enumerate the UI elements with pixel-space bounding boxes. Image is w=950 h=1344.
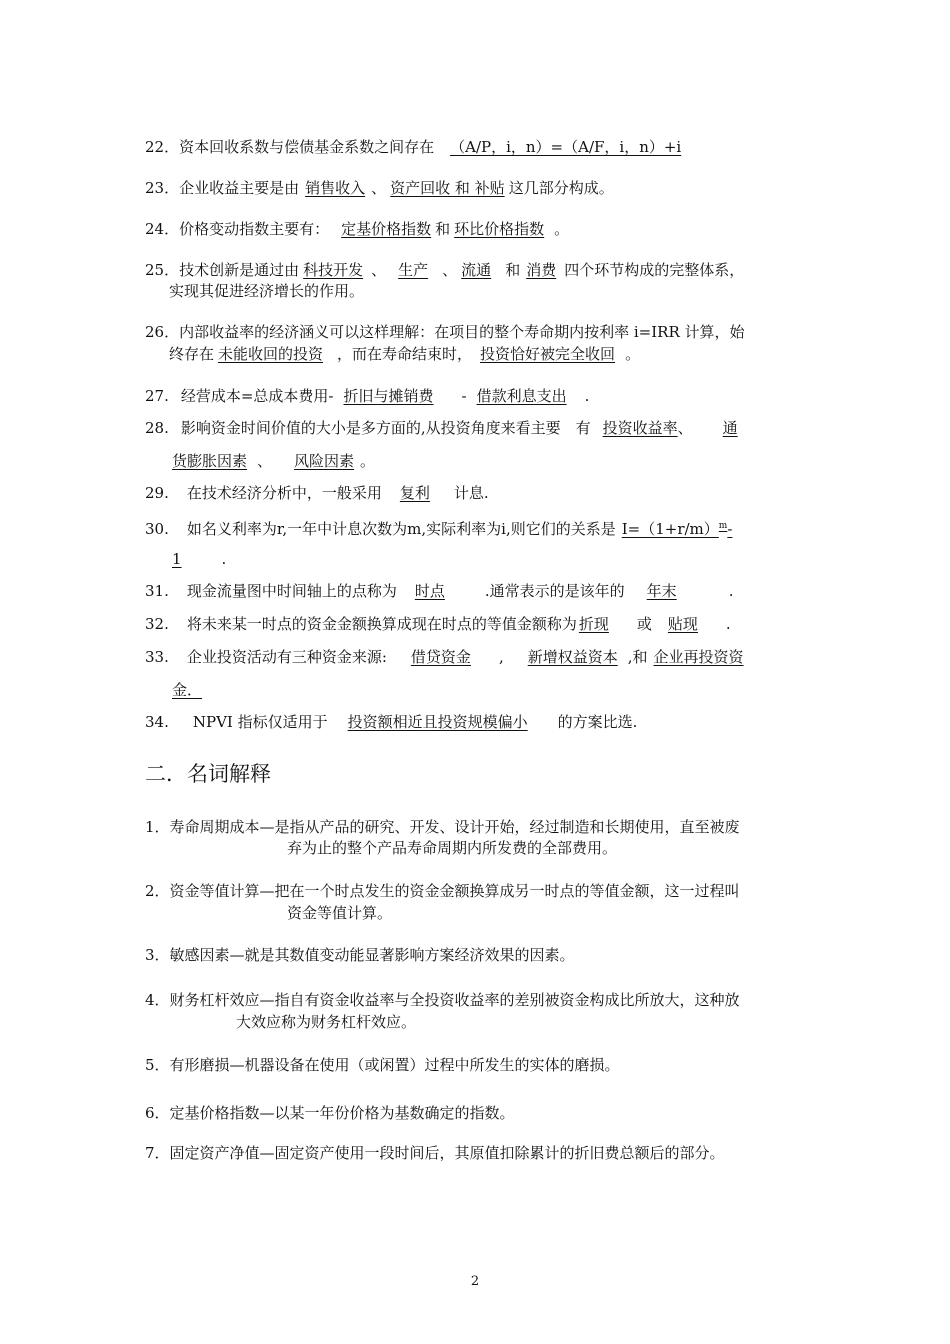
- item-number: 30.: [145, 520, 169, 538]
- question-text: 在技术经济分析中，一般采用: [186, 484, 382, 502]
- fill-blank-27: [145, 386, 589, 406]
- definition-4-continuation: [236, 1012, 416, 1032]
- question-text: 经营成本=总成本费用-: [180, 387, 334, 405]
- question-text: 。: [554, 220, 570, 238]
- definition-1: [145, 817, 740, 837]
- definition-text: 寿命周期成本—是指从产品的研究、开发、设计开始，经过制造和长期使用，直至被废: [169, 818, 740, 836]
- question-text: .: [584, 387, 590, 405]
- section-title: 二．名词解释: [145, 762, 271, 786]
- item-number: 28.: [145, 419, 169, 437]
- fill-blank-26-continuation: [169, 344, 640, 364]
- question-text: 四个环节构成的完整体系，: [564, 261, 745, 279]
- item-number: 2．: [145, 882, 170, 900]
- answer-text: 消费: [526, 261, 557, 279]
- item-number: 6．: [145, 1104, 170, 1122]
- question-text: 影响资金时间价值的大小是多方面的,从投资角度来看主要 有: [180, 419, 591, 437]
- question-text: 。: [360, 452, 376, 470]
- question-text: 内部收益率的经济涵义可以这样理解：在项目的整个寿命期内按利率 i=IRR 计算，始: [179, 323, 745, 341]
- question-text: 和: [435, 220, 451, 238]
- question-text: .: [221, 550, 227, 568]
- page-number: 2: [470, 1274, 480, 1289]
- answer-text: 科技开发: [303, 261, 364, 279]
- answer-text: 折现: [578, 615, 609, 633]
- answer-text: 风险因素: [294, 452, 355, 470]
- fill-blank-22: [145, 137, 681, 157]
- item-number: 1．: [145, 818, 170, 836]
- definition-text: 有形磨损—机器设备在使用（或闲置）过程中所发生的实体的磨损。: [169, 1056, 620, 1074]
- definition-2-continuation: [287, 903, 392, 923]
- question-text: 、: [371, 261, 387, 279]
- item-number: 32.: [145, 615, 169, 633]
- definition-5: [145, 1055, 620, 1075]
- question-text: 或: [636, 615, 652, 633]
- fill-blank-32: [145, 614, 731, 634]
- item-number: 4．: [145, 991, 170, 1009]
- answer-text: 折旧与摊销费: [343, 387, 434, 405]
- answer-text: 1: [172, 550, 182, 568]
- answer-text: 复利: [399, 484, 430, 502]
- fill-blank-25: [145, 260, 744, 280]
- answer-text: 未能收回的投资: [218, 345, 324, 363]
- fill-blank-33: [145, 647, 744, 667]
- question-text: 价格变动指数主要有：: [179, 220, 330, 238]
- answer-text: 资产回收 和 补贴: [390, 179, 505, 197]
- question-text: 企业收益主要是由: [179, 179, 300, 197]
- answer-text: 货膨胀因素: [172, 452, 248, 470]
- fill-blank-30: [145, 516, 732, 539]
- question-text: 和: [505, 261, 521, 279]
- definition-3: [145, 945, 575, 965]
- question-text: ,: [498, 648, 504, 666]
- question-text: 将未来某一时点的资金金额换算成现在时点的等值金额称为: [186, 615, 577, 633]
- answer-text: 贴现: [667, 615, 698, 633]
- definition-6: [145, 1103, 515, 1123]
- answer-text: 投资收益率: [602, 419, 678, 437]
- question-text: 企业投资活动有三种资金来源:: [186, 648, 387, 666]
- item-number: 25．: [145, 261, 180, 279]
- definition-4: [145, 990, 740, 1010]
- definition-text: 大效应称为财务杠杆效应。: [236, 1013, 417, 1031]
- item-number: 3．: [145, 946, 170, 964]
- definition-text: 弃为止的整个产品寿命周期内所发费的全部费用。: [287, 839, 618, 857]
- question-text: 终存在: [169, 345, 215, 363]
- answer-text: 投资额相近且投资规模偏小: [347, 713, 528, 731]
- question-text: ,和: [627, 648, 648, 666]
- fill-blank-28-continuation: [172, 451, 375, 471]
- question-text: 、: [442, 261, 458, 279]
- item-number: 31.: [145, 582, 169, 600]
- item-number: 27.: [145, 387, 169, 405]
- question-text: 。: [625, 345, 641, 363]
- item-number: 5．: [145, 1056, 170, 1074]
- fill-blank-29: [145, 483, 489, 503]
- question-text: -: [461, 387, 467, 405]
- question-text: ，而在寿命结束时，: [337, 345, 473, 363]
- answer-text: 通: [722, 419, 738, 437]
- question-text: .通常表示的是该年的: [484, 582, 625, 600]
- answer-text: 年末: [646, 582, 677, 600]
- question-text: 、: [257, 452, 273, 470]
- question-text: 这几部分构成。: [508, 179, 614, 197]
- answer-text: 金．: [172, 681, 203, 699]
- definition-2: [145, 881, 740, 901]
- question-text: 如名义利率为r,一年中计息次数为m,实际利率为i,则它们的关系是: [186, 520, 616, 538]
- question-text: 技术创新是通过由: [179, 261, 300, 279]
- question-text: .: [725, 615, 731, 633]
- definition-text: 财务杠杆效应—指自有资金收益率与全投资收益率的差别被资金构成比所放大，这种放: [169, 991, 740, 1009]
- answer-text: （A/P，i，n）=（A/F，i，n）+i: [450, 138, 682, 156]
- fill-blank-24: [145, 219, 569, 239]
- fill-blank-28: [145, 418, 738, 438]
- definition-text: 固定资产净值—固定资产使用一段时间后，其原值扣除累计的折旧费总额后的部分。: [169, 1144, 725, 1162]
- definition-text: 资金等值计算。: [287, 904, 393, 922]
- definition-text: 资金等值计算—把在一个时点发生的资金金额换算成另一时点的等值金额，这一过程叫: [169, 882, 740, 900]
- item-number: 33.: [145, 648, 169, 666]
- definition-text: 敏感因素—就是其数值变动能显著影响方案经济效果的因素。: [169, 946, 575, 964]
- answer-text: 新增权益资本: [527, 648, 618, 666]
- definition-7: [145, 1143, 725, 1163]
- question-text: 现金流量图中时间轴上的点称为: [186, 582, 397, 600]
- answer-text: 时点: [414, 582, 445, 600]
- answer-text: 投资恰好被完全收回: [480, 345, 616, 363]
- item-number: 34.: [145, 713, 169, 731]
- item-number: 29.: [145, 484, 169, 502]
- answer-text: 生产: [398, 261, 429, 279]
- question-text: NPVI 指标仅适用于: [192, 713, 328, 731]
- question-text: .: [728, 582, 734, 600]
- item-number: 26．: [145, 323, 180, 341]
- item-number: 24．: [145, 220, 180, 238]
- fill-blank-34: [145, 712, 637, 732]
- fill-blank-23: [145, 178, 614, 198]
- question-text: 资本回收系数与偿债基金系数之间存在: [179, 138, 435, 156]
- answer-text: 借款利息支出: [476, 387, 567, 405]
- question-text: 计息.: [453, 484, 489, 502]
- definition-1-continuation: [287, 838, 617, 858]
- question-text: 、: [371, 179, 387, 197]
- answer-text: 借贷资金: [410, 648, 471, 666]
- fill-blank-26: [145, 322, 745, 342]
- item-number: 7．: [145, 1144, 170, 1162]
- answer-text: -: [727, 520, 733, 538]
- fill-blank-31: [145, 581, 733, 601]
- fill-blank-33-continuation: [172, 680, 208, 700]
- definition-text: 定基价格指数—以某一年份价格为基数确定的指数。: [169, 1104, 515, 1122]
- fill-blank-25-continuation: [169, 281, 364, 301]
- answer-text: I=（1+r/m）: [621, 520, 719, 538]
- item-number: 23．: [145, 179, 180, 197]
- question-text: 的方案比选.: [557, 713, 638, 731]
- answer-text: 定基价格指数: [341, 220, 432, 238]
- fill-blank-30-continuation: [172, 549, 226, 569]
- answer-text: 环比价格指数: [454, 220, 545, 238]
- answer-text: 销售收入: [305, 179, 366, 197]
- answer-text: 流通: [461, 261, 492, 279]
- answer-superscript: m: [718, 521, 728, 531]
- item-number: 22．: [145, 138, 180, 156]
- answer-text: 企业再投资资: [653, 648, 744, 666]
- question-text: 、: [677, 419, 693, 437]
- question-text: 实现其促进经济增长的作用。: [169, 282, 365, 300]
